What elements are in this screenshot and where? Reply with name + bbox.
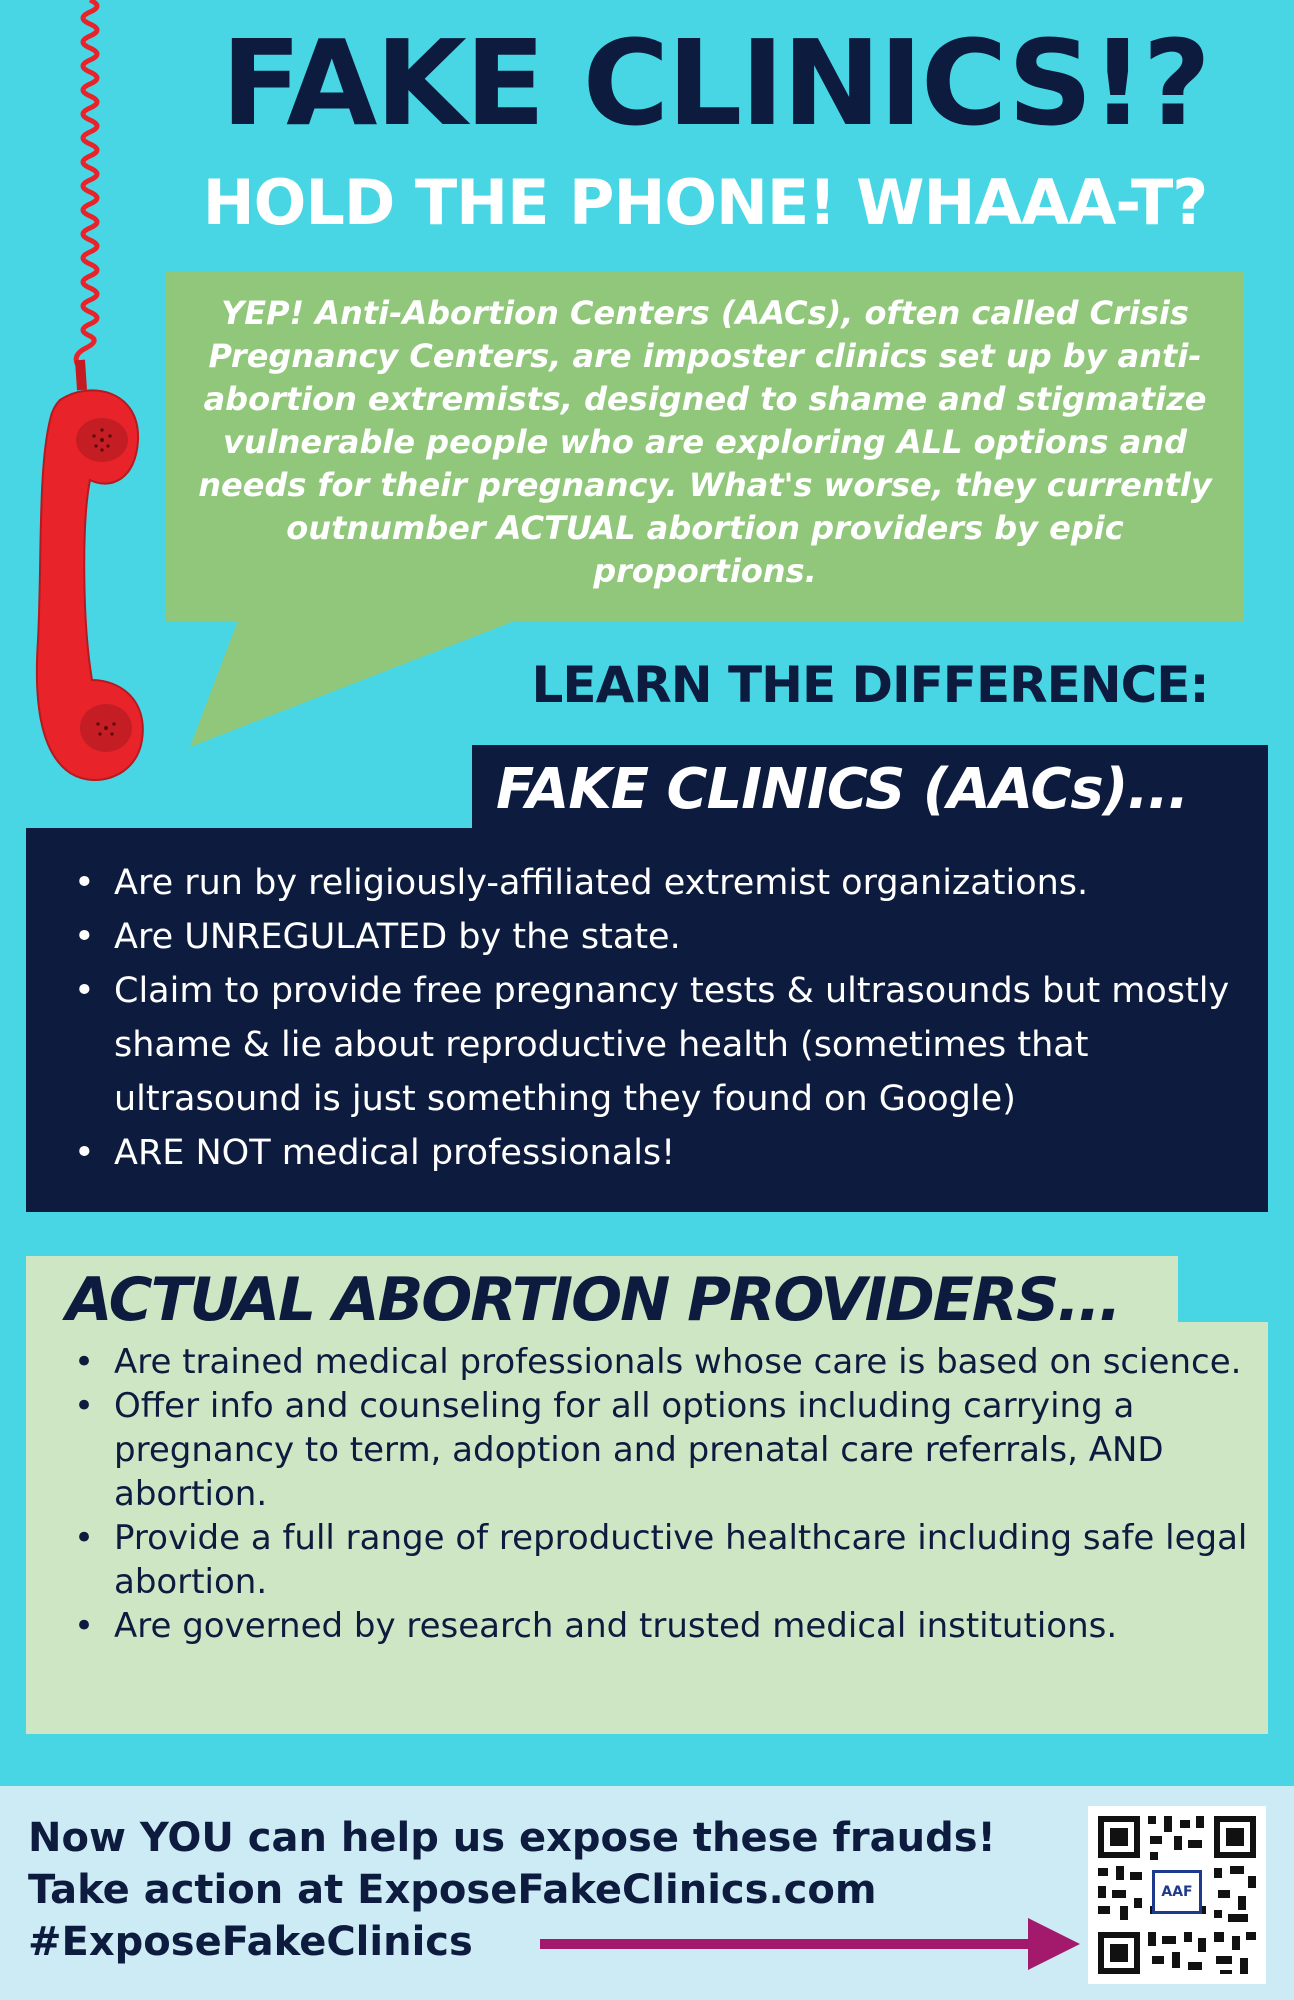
list-item: • Are governed by research and trusted medical institutions.	[70, 1604, 1250, 1648]
page-title: FAKE CLINICS!?	[221, 14, 1209, 152]
list-item: • Claim to provide free pregnancy tests & ultrasounds but mostly shame & lie about reproductive health (sometimes that ultrasound is just something they found on Google)	[70, 964, 1260, 1126]
right-arrow-icon	[540, 1914, 1080, 1974]
list-item: • Provide a full range of reproductive healthcare including safe legal abortion.	[70, 1516, 1250, 1604]
list-item: • Are UNREGULATED by the state.	[70, 910, 1260, 964]
actual-providers-list	[70, 1340, 1250, 1648]
cta-link[interactable]: Take action at ExposeFakeClinics.com	[28, 1867, 877, 1913]
intro-text: YEP! Anti-Abortion Centers (AACs), often called Crisis Pregnancy Centers, are imposter clinics set up by anti-abortion extremists, designed to shame and stigmatize vulnerable people who are exploring ALL options and needs for their pregnancy. What's worse, they currently outnumber ACTUAL abortion providers by epic proportions.	[198, 294, 1212, 590]
qr-logo: AAF	[1152, 1870, 1202, 1914]
actual-providers-heading: ACTUAL ABORTION PROVIDERS...	[66, 1265, 1120, 1335]
list-item: • Offer info and counseling for all options including carrying a pregnancy to term, adoption and prenatal care referrals, AND abortion.	[70, 1384, 1250, 1516]
list-item: • ARE NOT medical professionals!	[70, 1126, 1260, 1180]
fake-clinics-heading: FAKE CLINICS (AACs)...	[496, 757, 1189, 822]
list-item: • Are run by religiously-affiliated extremist organizations.	[70, 856, 1260, 910]
telephone-handset-icon	[20, 0, 160, 800]
learn-heading: LEARN THE DIFFERENCE:	[531, 656, 1209, 714]
cta-line-1: Now YOU can help us expose these frauds!	[28, 1815, 996, 1861]
page-subtitle: HOLD THE PHONE! WHAAA-T?	[202, 166, 1208, 239]
fake-clinics-list	[70, 856, 1260, 1180]
hashtag: #ExposeFakeClinics	[28, 1919, 473, 1965]
list-item: • Are trained medical professionals whose care is based on science.	[70, 1340, 1250, 1384]
